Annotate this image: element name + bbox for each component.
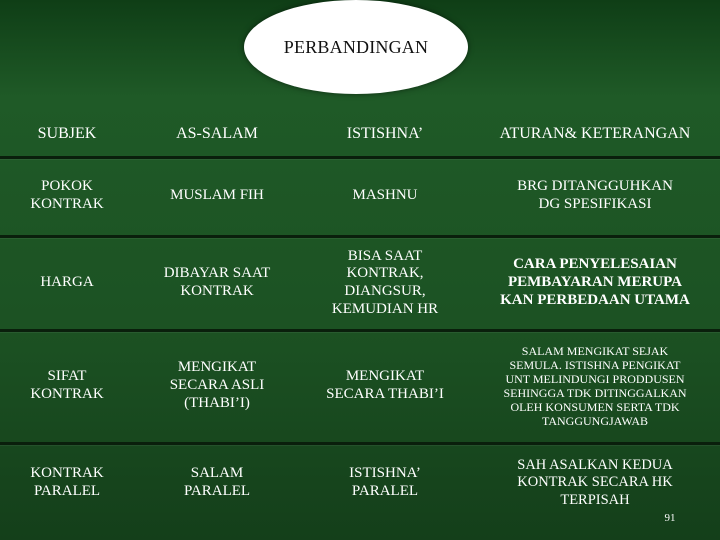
comparison-table [0,114,720,520]
cell-as-salam: MUSLAM FIH [170,187,264,204]
cell-istishna: MASHNU [352,187,418,204]
row-divider [0,156,720,159]
cell-as-salam: DIBAYAR SAAT KONTRAK [163,265,271,299]
row-divider [0,235,720,238]
cell-keterangan: SAH ASALKAN KEDUA KONTRAK SECARA HK TERPISAH [517,457,673,508]
title-oval [244,0,468,94]
table-row [0,240,720,326]
page-title: PERBANDINGAN [283,36,429,57]
cell-subjek: POKOK KONTRAK [30,178,104,212]
table-row [0,334,720,438]
cell-istishna: ISTISHNA’ PARALEL [349,465,421,499]
cell-istishna: MENGIKAT SECARA THABI’I [326,368,444,402]
header-as-salam: AS-SALAM [176,124,258,142]
header-aturan-keterangan: ATURAN& KETERANGAN [499,124,691,142]
cell-subjek: SIFAT KONTRAK [30,368,104,402]
cell-keterangan: SALAM MENGIKAT SEJAK SEMULA. ISTISHNA PENGIKAT UNT MELINDUNGI PRODDUSEN SEHINGGA TDK DITINGGALKAN OLEH KONSUMEN SERTA TDK TANGGUNGJAWAB [503,343,687,429]
table-row [0,447,720,519]
cell-keterangan: BRG DITANGGUHKAN DG SPESIFIKASI [517,178,673,212]
cell-istishna: BISA SAAT KONTRAK, DIANGSUR, KEMUDIAN HR [331,247,439,317]
row-divider [0,442,720,445]
header-subjek: SUBJEK [37,124,97,142]
table-row [0,161,720,231]
cell-subjek: KONTRAK PARALEL [30,465,104,499]
page-number: 91 [664,512,676,524]
cell-subjek: HARGA [40,274,94,291]
cell-as-salam: MENGIKAT SECARA ASLI (THABI’I) [169,359,265,411]
row-divider [0,329,720,332]
cell-as-salam: SALAM PARALEL [183,465,251,499]
header-istishna: ISTISHNA’ [346,124,424,142]
table-header-row [0,114,720,154]
cell-keterangan: CARA PENYELESAIAN PEMBAYARAN MERUPA KAN PERBEDAAN UTAMA [500,256,690,308]
